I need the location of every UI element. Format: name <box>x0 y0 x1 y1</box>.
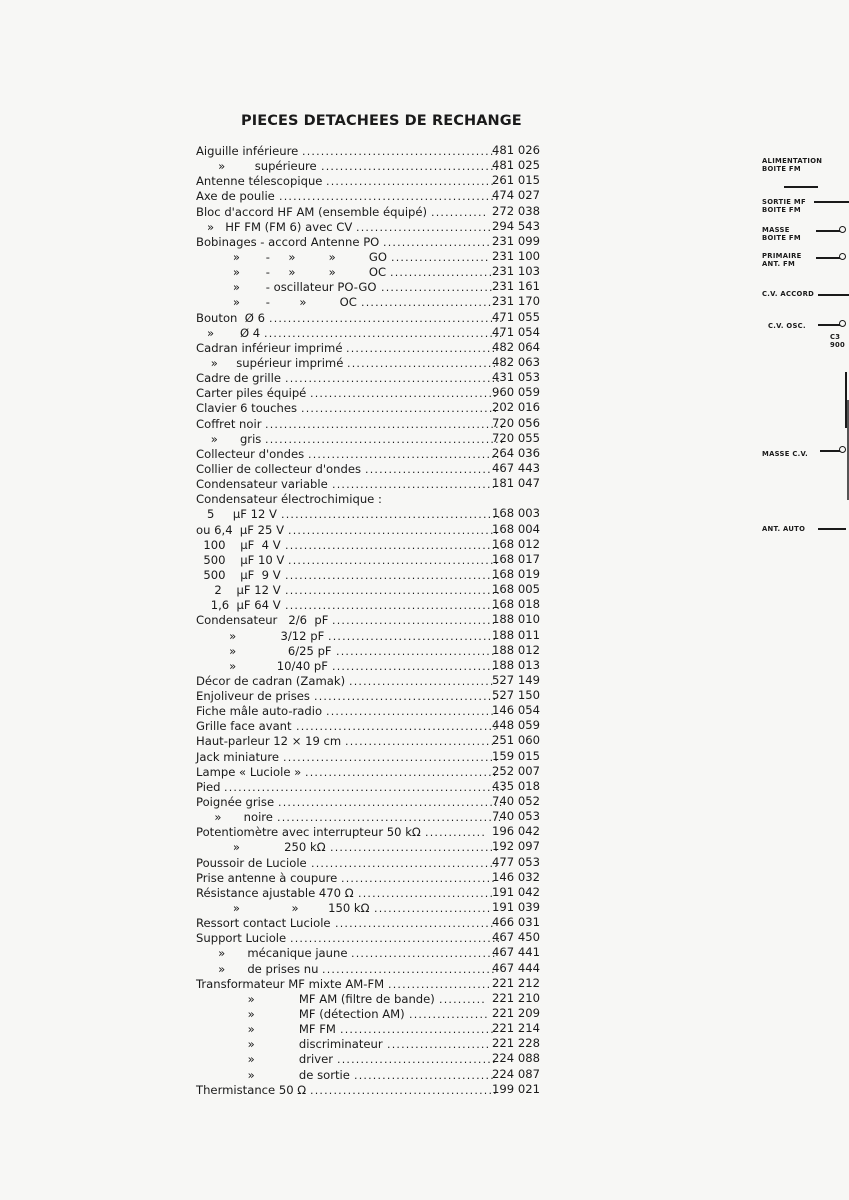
part-label: 2 µF 12 V <box>196 583 281 598</box>
part-row <box>196 220 556 235</box>
part-row <box>196 265 556 280</box>
part-row <box>196 750 556 765</box>
label-masse-cv: MASSE C.V. <box>762 450 809 458</box>
part-reference: 191 042 <box>492 884 540 899</box>
leader-dots: ............................................. <box>288 553 500 567</box>
part-reference: 231 103 <box>492 264 540 279</box>
part-row <box>196 719 556 734</box>
part-row <box>196 1068 556 1083</box>
part-reference: 221 212 <box>492 975 540 990</box>
part-reference: 168 019 <box>492 566 540 581</box>
wire <box>820 450 840 452</box>
leader-dots: ................................................ <box>278 796 504 810</box>
part-row <box>196 295 556 310</box>
part-row <box>196 417 556 432</box>
leader-dots: .............................................. <box>283 750 500 764</box>
part-reference: 471 055 <box>492 309 540 324</box>
part-label: » - oscillateur PO-GO <box>196 280 377 295</box>
part-label: Antenne télescopique <box>196 174 323 189</box>
part-reference: 221 210 <box>492 990 540 1005</box>
leader-dots: .............................................. <box>285 584 502 598</box>
part-reference: 471 054 <box>492 324 540 339</box>
part-reference: 467 450 <box>492 930 540 945</box>
label-primaire: PRIMAIRE ANT. FM <box>762 252 802 268</box>
leader-dots: ............................... <box>349 674 495 688</box>
part-row <box>196 159 556 174</box>
leader-dots: ............ <box>431 205 488 219</box>
leader-dots: ............................................... <box>281 508 502 522</box>
part-reference: 168 017 <box>492 551 540 566</box>
leader-dots: ......................................... <box>305 765 498 779</box>
leader-dots: ...................................... <box>321 160 500 174</box>
part-row <box>196 174 556 189</box>
part-label: » - » » OC <box>196 265 387 280</box>
part-row <box>196 386 556 401</box>
part-label: Collecteur d'ondes <box>196 446 305 461</box>
leader-dots: ........................ <box>381 281 494 295</box>
part-reference: 188 012 <box>492 642 540 657</box>
part-row <box>196 992 556 1007</box>
part-reference: 181 047 <box>492 476 540 491</box>
part-label: Cadre de grille <box>196 371 281 386</box>
part-reference: 481 025 <box>492 158 540 173</box>
part-row <box>196 568 556 583</box>
part-label: » de sortie <box>196 1067 350 1082</box>
wire <box>814 201 849 203</box>
part-label: Clavier 6 touches <box>196 401 298 416</box>
part-reference: 264 036 <box>492 445 540 460</box>
wire <box>816 257 840 259</box>
schematic-fragment <box>762 150 849 550</box>
part-label: Fiche mâle auto-radio <box>196 704 323 719</box>
wire <box>784 186 818 188</box>
part-reference: 261 015 <box>492 173 540 188</box>
part-row <box>196 326 556 341</box>
part-label: Haut-parleur 12 × 19 cm <box>196 734 342 749</box>
leader-dots: ................................................... <box>264 326 504 340</box>
part-row <box>196 825 556 840</box>
part-row <box>196 962 556 977</box>
part-label: Bobinages - accord Antenne PO <box>196 234 380 249</box>
part-label: Bloc d'accord HF AM (ensemble équipé) <box>196 204 428 219</box>
part-row <box>196 674 556 689</box>
part-label: » supérieure <box>196 159 317 174</box>
part-label: » gris <box>196 431 262 446</box>
part-row <box>196 871 556 886</box>
part-reference: 467 443 <box>492 460 540 475</box>
wire <box>847 400 849 500</box>
part-reference: 231 170 <box>492 294 540 309</box>
leader-dots: .................................... <box>326 175 496 189</box>
part-label: Grille face avant <box>196 719 292 734</box>
part-row <box>196 205 556 220</box>
part-label: Prise antenne à coupure <box>196 870 338 885</box>
part-label: » 250 kΩ <box>196 840 326 855</box>
part-reference: 251 060 <box>492 733 540 748</box>
part-label: 1,6 µF 64 V <box>196 598 281 613</box>
part-row <box>196 462 556 477</box>
part-row <box>196 538 556 553</box>
leader-dots: .............................................. <box>285 538 502 552</box>
part-label: Condensateur électrochimique : <box>196 492 382 507</box>
part-reference: 294 543 <box>492 218 540 233</box>
part-reference: 196 042 <box>492 824 540 839</box>
label-ant-auto: ANT. AUTO <box>762 525 806 533</box>
leader-dots: ........................................ <box>310 1083 498 1097</box>
leader-dots: ....................... <box>383 235 492 249</box>
part-label: Transformateur MF mixte AM-FM <box>196 976 385 991</box>
part-row <box>196 644 556 659</box>
part-row <box>196 765 556 780</box>
label-sortie-mf: SORTIE MF BOITE FM <box>762 198 806 214</box>
part-reference: 482 064 <box>492 339 540 354</box>
part-reference: 188 013 <box>492 657 540 672</box>
label-masse-boite: MASSE BOITE FM <box>762 226 801 242</box>
label-cv-accord: C.V. ACCORD <box>762 290 815 298</box>
part-label: » driver <box>196 1052 334 1067</box>
part-label: » MF AM (filtre de bande) <box>196 991 435 1006</box>
leader-dots: ............................................. <box>288 523 500 537</box>
part-label: » noire <box>196 810 273 825</box>
terminal-icon <box>839 446 846 453</box>
leader-dots: ................................................... <box>265 432 505 446</box>
leader-dots: .......................................... <box>301 402 499 416</box>
part-label: » supérieur imprimé <box>196 355 344 370</box>
leader-dots: ............................................. <box>290 932 502 946</box>
part-row <box>196 795 556 810</box>
leader-dots: .................................... <box>326 705 496 719</box>
part-label: 500 µF 10 V <box>196 552 285 567</box>
part-row <box>196 916 556 931</box>
part-reference: 482 063 <box>492 354 540 369</box>
part-row <box>196 280 556 295</box>
leader-dots: .................................. <box>335 917 495 931</box>
part-row <box>196 553 556 568</box>
leader-dots: ................................... <box>332 614 497 628</box>
wire <box>816 230 840 232</box>
part-row <box>196 1083 556 1098</box>
part-reference: 527 150 <box>492 688 540 703</box>
leader-dots: ................................ <box>347 356 498 370</box>
part-row <box>196 613 556 628</box>
leader-dots: ...................... <box>387 1038 491 1052</box>
part-label: Thermistance 50 Ω <box>196 1082 307 1097</box>
part-label: Potentiomètre avec interrupteur 50 kΩ <box>196 825 421 840</box>
part-label: Jack miniature <box>196 749 280 764</box>
leader-dots: .................................... <box>330 841 500 855</box>
part-reference: 740 053 <box>492 809 540 824</box>
part-row <box>196 931 556 946</box>
part-row <box>196 1037 556 1052</box>
part-row <box>196 583 556 598</box>
leader-dots: ........................................... <box>296 720 498 734</box>
part-reference: 224 087 <box>492 1066 540 1081</box>
part-label: Condensateur variable <box>196 477 328 492</box>
part-row <box>196 356 556 371</box>
part-label: » - » » GO <box>196 249 387 264</box>
leader-dots: .......................................... <box>302 145 500 158</box>
part-reference: 231 099 <box>492 233 540 248</box>
part-reference: 231 100 <box>492 248 540 263</box>
part-row <box>196 1022 556 1037</box>
leader-dots: .......... <box>439 992 486 1006</box>
part-row <box>196 840 556 855</box>
part-row <box>196 432 556 447</box>
part-label: » - » OC <box>196 295 357 310</box>
part-reference: 231 161 <box>492 279 540 294</box>
part-reference: 199 021 <box>492 1081 540 1096</box>
leader-dots: ..................................... <box>322 962 496 976</box>
leader-dots: ......................... <box>374 902 492 916</box>
leader-dots: ................................ <box>345 735 496 749</box>
part-reference: 168 018 <box>492 597 540 612</box>
part-row <box>196 1052 556 1067</box>
part-reference: 188 010 <box>492 612 540 627</box>
part-reference: 467 444 <box>492 960 540 975</box>
part-label: Lampe « Luciole » <box>196 764 302 779</box>
part-reference: 740 052 <box>492 794 540 809</box>
leader-dots: ....................................... <box>314 690 498 704</box>
part-reference: 960 059 <box>492 385 540 400</box>
leader-dots: .............................................. <box>285 599 502 613</box>
part-reference: 168 005 <box>492 582 540 597</box>
part-label: 5 µF 12 V <box>196 507 277 522</box>
leader-dots: ................................... <box>332 659 497 673</box>
part-label: Collier de collecteur d'ondes <box>196 461 362 476</box>
terminal-icon <box>839 226 846 233</box>
part-reference: 527 149 <box>492 672 540 687</box>
part-label: Résistance ajustable 470 Ω <box>196 885 354 900</box>
part-row <box>196 144 556 159</box>
leader-dots: ............................... <box>351 947 497 961</box>
part-label: Cadran inférieur imprimé <box>196 340 343 355</box>
part-label: Décor de cadran (Zamak) <box>196 673 346 688</box>
part-label: Axe de poulie <box>196 189 275 204</box>
part-row <box>196 901 556 916</box>
leader-dots: ............................................... <box>279 190 500 204</box>
part-row <box>196 689 556 704</box>
part-label: » Ø 4 <box>196 325 261 340</box>
part-label: » MF (détection AM) <box>196 1007 405 1022</box>
part-row <box>196 659 556 674</box>
part-row <box>196 886 556 901</box>
part-row <box>196 946 556 961</box>
leader-dots: .................................................. <box>269 311 504 325</box>
part-reference: 188 011 <box>492 627 540 642</box>
part-label: Enjoliveur de prises <box>196 689 310 704</box>
part-label: » HF FM (FM 6) avec CV <box>196 219 353 234</box>
part-label: » mécanique jaune <box>196 946 348 961</box>
terminal-icon <box>839 320 846 327</box>
leader-dots: ........................................ <box>311 856 499 870</box>
part-reference: 431 053 <box>492 370 540 385</box>
part-reference: 192 097 <box>492 839 540 854</box>
part-label: Support Luciole <box>196 931 287 946</box>
parts-list <box>196 144 556 1098</box>
leader-dots: .............................. <box>354 1068 495 1082</box>
part-reference: 159 015 <box>492 748 540 763</box>
part-reference: 168 004 <box>492 521 540 536</box>
part-reference: 202 016 <box>492 400 540 415</box>
part-reference: 720 055 <box>492 430 540 445</box>
part-row <box>196 447 556 462</box>
part-label: ou 6,4 µF 25 V <box>196 522 285 537</box>
part-row <box>196 477 556 492</box>
label-c3: C3 900 <box>830 333 846 349</box>
leader-dots: ................................. <box>340 1023 495 1037</box>
leader-dots: .................................... <box>328 629 498 643</box>
part-label: Ressort contact Luciole <box>196 916 331 931</box>
part-label: » 10/40 pF <box>196 658 328 673</box>
part-row <box>196 629 556 644</box>
part-label: Coffret noir <box>196 416 262 431</box>
part-row <box>196 780 556 795</box>
part-reference: 221 209 <box>492 1006 540 1021</box>
part-reference: 435 018 <box>492 778 540 793</box>
wire <box>818 528 846 530</box>
part-row <box>196 1007 556 1022</box>
leader-dots: ................................................... <box>265 417 505 431</box>
part-label: Poussoir de Luciole <box>196 855 307 870</box>
leader-dots: ............................. <box>356 220 493 234</box>
part-label: 500 µF 9 V <box>196 567 281 582</box>
part-reference: 221 228 <box>492 1036 540 1051</box>
part-reference: 146 032 <box>492 869 540 884</box>
leader-dots: ..................... <box>391 250 490 264</box>
part-label: » de prises nu <box>196 961 319 976</box>
leader-dots: ...................... <box>388 977 492 991</box>
page-title: PIECES DETACHEES DE RECHANGE <box>241 113 522 129</box>
leader-dots: ............. <box>425 826 487 840</box>
part-label: » 6/25 pF <box>196 643 332 658</box>
part-row <box>196 598 556 613</box>
part-row <box>196 371 556 386</box>
label-alimentation: ALIMENTATION BOITE FM <box>762 157 823 173</box>
part-label: » 3/12 pF <box>196 628 325 643</box>
part-row <box>196 189 556 204</box>
part-reference: 146 054 <box>492 703 540 718</box>
leader-dots: ............................................................ <box>224 780 506 794</box>
part-row <box>196 235 556 250</box>
part-label: Poignée grise <box>196 795 275 810</box>
leader-dots: .............................................. <box>285 372 502 386</box>
leader-dots: ......................................... <box>308 447 501 461</box>
leader-dots: ............................ <box>361 296 493 310</box>
wire <box>818 294 849 296</box>
leader-dots: .................................. <box>336 644 496 658</box>
part-label: Condensateur 2/6 pF <box>196 613 329 628</box>
part-label: » » 150 kΩ <box>196 901 370 916</box>
part-reference: 191 039 <box>492 900 540 915</box>
leader-dots: ................. <box>409 1008 489 1022</box>
leader-dots: ........................... <box>365 462 492 476</box>
part-label: Bouton Ø 6 <box>196 310 265 325</box>
part-row <box>196 401 556 416</box>
part-reference: 168 012 <box>492 536 540 551</box>
leader-dots: ...................... <box>390 266 494 280</box>
part-reference: 466 031 <box>492 915 540 930</box>
leader-dots: .............................................. <box>285 568 502 582</box>
leader-dots: ................................................ <box>277 811 503 825</box>
part-reference: 272 038 <box>492 203 540 218</box>
part-reference: 474 027 <box>492 188 540 203</box>
leader-dots: ........................................ <box>310 387 498 401</box>
part-row <box>196 704 556 719</box>
leader-dots: .................................. <box>337 1053 497 1067</box>
part-reference: 467 441 <box>492 945 540 960</box>
part-label: Pied <box>196 779 221 794</box>
leader-dots: ................................... <box>332 478 497 492</box>
leader-dots: ................................. <box>341 871 496 885</box>
part-label: 100 µF 4 V <box>196 537 281 552</box>
terminal-icon <box>839 253 846 260</box>
part-row <box>196 977 556 992</box>
part-row <box>196 856 556 871</box>
part-label: Aiguille inférieure <box>196 144 299 158</box>
leader-dots: ................................ <box>346 341 497 355</box>
part-row <box>196 810 556 825</box>
part-label: » MF FM <box>196 1022 336 1037</box>
part-reference: 224 088 <box>492 1051 540 1066</box>
part-reference: 221 214 <box>492 1021 540 1036</box>
part-row <box>196 311 556 326</box>
part-row <box>196 341 556 356</box>
part-row <box>196 492 556 507</box>
part-label: Carter piles équipé <box>196 386 307 401</box>
part-reference: 252 007 <box>492 763 540 778</box>
part-label: » discriminateur <box>196 1037 383 1052</box>
part-row <box>196 734 556 749</box>
part-reference: 481 026 <box>492 143 540 157</box>
leader-dots: ............................. <box>358 886 495 900</box>
label-cv-osc: C.V. OSC. <box>768 322 806 330</box>
wire <box>818 324 840 326</box>
part-row <box>196 523 556 538</box>
part-reference: 720 056 <box>492 415 540 430</box>
part-reference: 477 053 <box>492 854 540 869</box>
part-reference: 168 003 <box>492 506 540 521</box>
part-row <box>196 507 556 522</box>
part-row <box>196 250 556 265</box>
part-reference: 448 059 <box>492 718 540 733</box>
